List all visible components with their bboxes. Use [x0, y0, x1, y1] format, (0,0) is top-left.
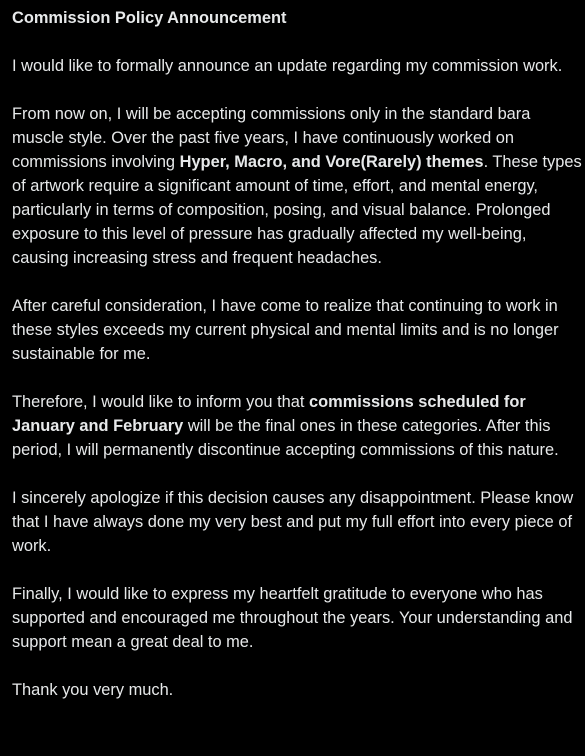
paragraph-final-dates-text-a: Therefore, I would like to inform you that [12, 393, 309, 411]
paragraph-final-dates [12, 390, 582, 462]
paragraph-consideration: After careful consideration, I have come to realize that continuing to work in these styles exceeds my current physical and mental limits and is no longer sustainable for me. [12, 297, 559, 363]
post-body [12, 6, 582, 702]
schedule-emphasis: commissions scheduled for January and February [12, 393, 526, 435]
paragraph-intro: I would like to formally announce an update regarding my commission work. [12, 57, 563, 75]
paragraph-style-change-text-a: From now on, I will be accepting commissions only in the standard bara muscle style. Over the past five years, I have continuously worked on commissions involving [12, 105, 531, 171]
post-title: Commission Policy Announcement [12, 9, 287, 27]
paragraph-style-change [12, 102, 582, 270]
paragraph-final-dates-text-b: will be the final ones in these categories. After this period, I will permanently discontinue accepting commissions of this nature. [12, 417, 559, 459]
paragraph-gratitude: Finally, I would like to express my heartfelt gratitude to everyone who has supported and encouraged me throughout the years. Your understanding and support mean a great deal to me. [12, 585, 573, 651]
paragraph-style-change-text-b: . These types of artwork require a significant amount of time, effort, and mental energy, particularly in terms of composition, posing, and visual balance. Prolonged exposure to this level of pressure has gradually affected my well-being, causing increasing stress and frequent headaches. [12, 153, 582, 267]
paragraph-thanks: Thank you very much. [12, 681, 174, 699]
paragraph-apology: I sincerely apologize if this decision causes any disappointment. Please know that I have always done my very best and put my full effort into every piece of work. [12, 489, 574, 555]
themes-emphasis: Hyper, Macro, and Vore(Rarely) themes [179, 153, 484, 171]
